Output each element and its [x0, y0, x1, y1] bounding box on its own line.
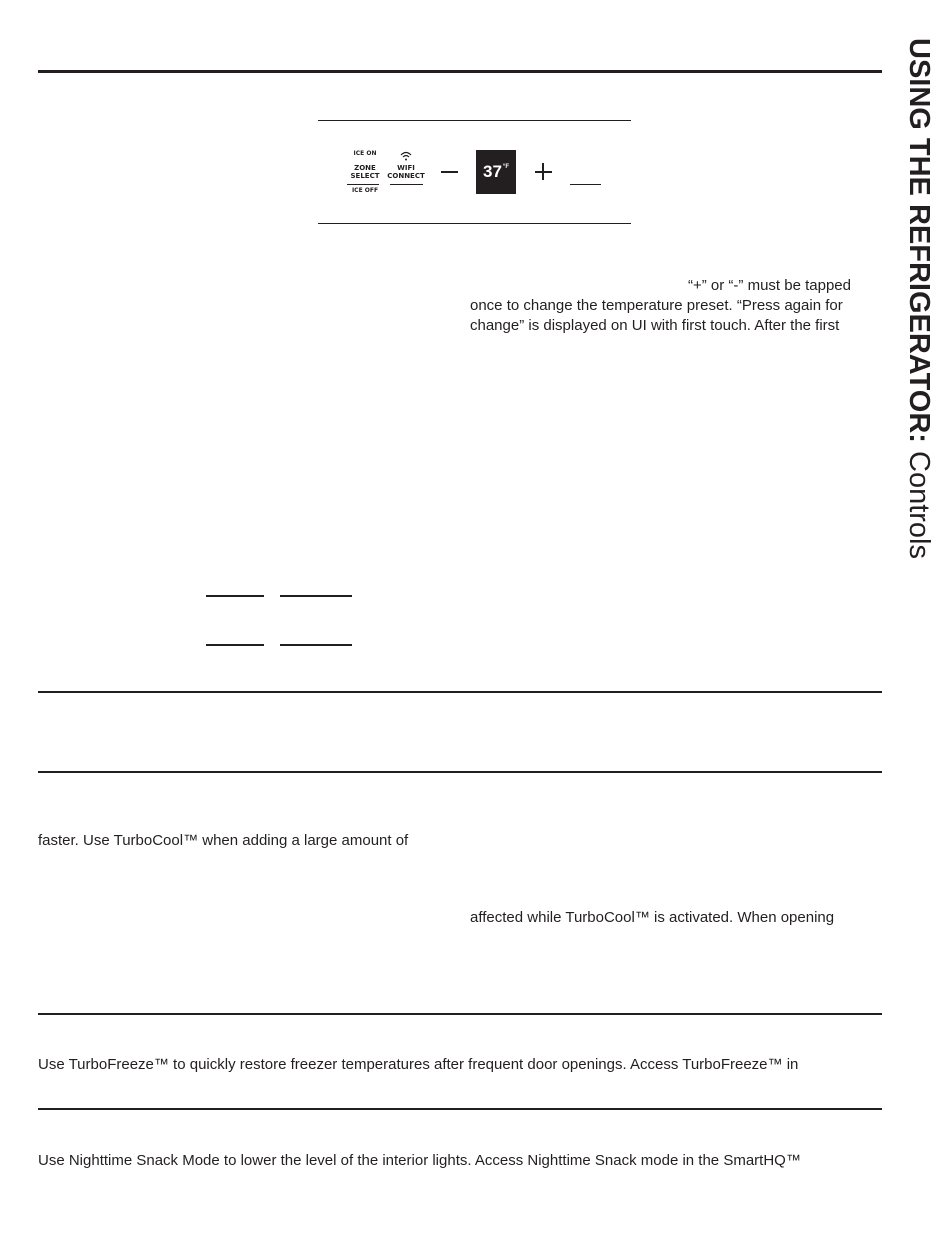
temp-instruction-line-2: once to change the temperature preset. “Press again for	[470, 297, 843, 314]
blank-underline	[280, 644, 352, 646]
wifi-icon	[400, 148, 412, 158]
temperature-unit: °F	[502, 164, 509, 170]
turbocool-text-2: affected while TurboCool™ is activated. When opening	[470, 909, 835, 926]
zone-select-label: ZONE SELECT	[350, 164, 380, 180]
zone-ice-on-label: ICE ON	[353, 150, 377, 157]
zone-select-underline	[347, 184, 379, 185]
blank-underline	[570, 184, 601, 185]
control-panel-illustration	[318, 120, 631, 224]
section-rule	[38, 771, 882, 773]
side-section-title	[902, 38, 942, 618]
wifi-connect-underline	[390, 184, 423, 185]
side-title-bold: USING THE REFRIGERATOR:	[903, 38, 935, 443]
snack-mode-text: Use Nighttime Snack Mode to lower the level of the interior lights. Access Nighttime Snack mode in the SmartHQ™	[38, 1152, 801, 1169]
section-rule	[38, 1013, 882, 1015]
turbocool-text-1: faster. Use TurboCool™ when adding a large amount of	[38, 832, 409, 849]
turbofreeze-text: Use TurboFreeze™ to quickly restore freezer temperatures after frequent door openings. Access TurboFreeze™ in	[38, 1056, 799, 1073]
temp-instruction-line-3: change” is displayed on UI with first touch. After the first	[470, 317, 840, 334]
minus-icon	[441, 171, 458, 173]
top-rule	[38, 70, 882, 73]
temp-instruction-line-1: “+” or “-” must be tapped	[688, 277, 851, 294]
blank-underline	[280, 595, 352, 597]
temperature-display	[476, 150, 516, 194]
zone-ice-off-label: ICE OFF	[351, 187, 379, 194]
blank-underline	[206, 644, 264, 646]
section-rule	[38, 1108, 882, 1110]
section-rule	[38, 691, 882, 693]
side-title-regular: Controls	[903, 442, 935, 559]
blank-underline	[206, 595, 264, 597]
wifi-connect-label: WIFI CONNECT	[387, 164, 425, 180]
svg-text:USING THE REFRIGERATOR: Contro	[903, 38, 935, 559]
temperature-value: 37	[483, 162, 502, 181]
